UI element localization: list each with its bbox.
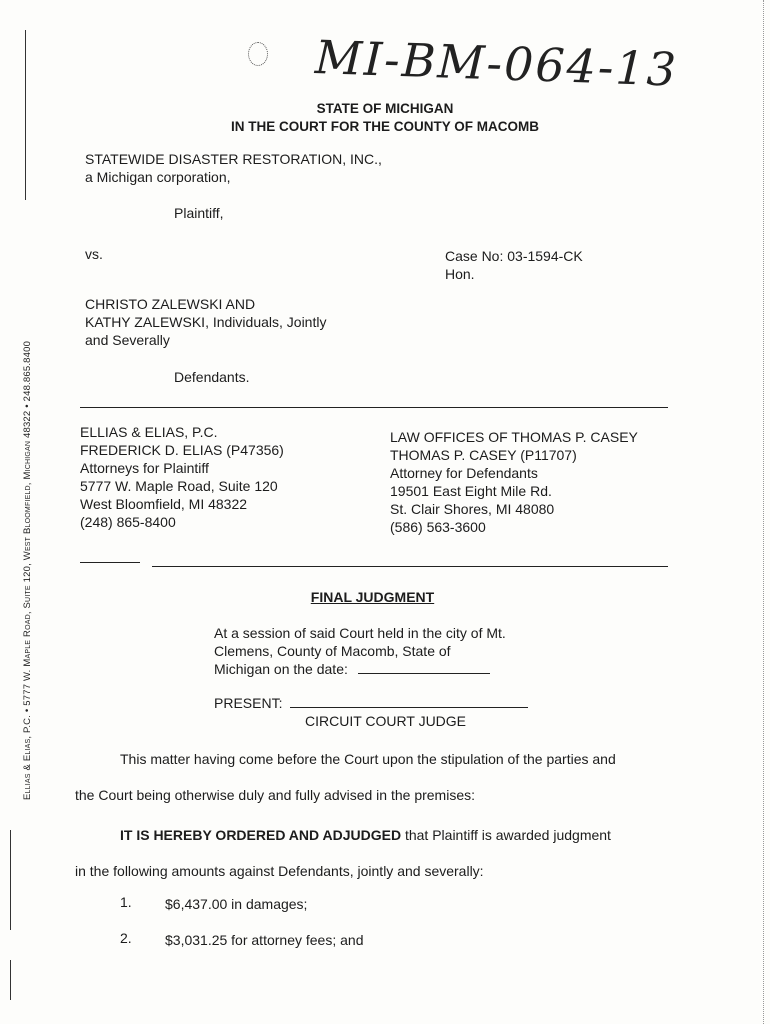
counsel-plaintiff-line: FREDERICK D. ELIAS (P47356) xyxy=(80,442,284,458)
counsel-plaintiff-block xyxy=(80,423,284,531)
item-text: $6,437.00 in damages; xyxy=(165,896,308,912)
defendant-role: Defendants. xyxy=(174,369,250,385)
divider-bottom-left xyxy=(80,562,140,563)
present-line xyxy=(214,694,528,712)
left-margin-line-bottom xyxy=(10,830,11,930)
divider-bottom-right xyxy=(152,566,668,567)
left-margin-line-end xyxy=(10,960,11,1000)
item-number: 2. xyxy=(120,930,132,946)
defendant-line-1: CHRISTO ZALEWSKI AND xyxy=(85,296,256,312)
heading-court: IN THE COURT FOR THE COUNTY OF MACOMB xyxy=(231,119,539,134)
order-phrase: IT IS HEREBY ORDERED AND ADJUDGED xyxy=(120,827,402,843)
case-number: Case No: 03-1594-CK xyxy=(445,248,583,264)
item-number: 1. xyxy=(120,894,132,910)
counsel-defendant-block xyxy=(390,428,638,536)
counsel-defendant-line: Attorney for Defendants xyxy=(390,465,538,481)
handwritten-case-code: MI-BM-064-13 xyxy=(314,30,679,97)
body-para-1-line-2: the Court being otherwise duly and fully advised in the premises: xyxy=(75,787,475,803)
counsel-defendant-line: (586) 563-3600 xyxy=(390,519,486,535)
counsel-plaintiff-line: 5777 W. Maple Road, Suite 120 xyxy=(80,478,278,494)
counsel-defendant-line: 19501 East Eight Mile Rd. xyxy=(390,483,552,499)
body-para-1-line-1: This matter having come before the Court upon the stipulation of the parties and xyxy=(120,751,616,767)
counsel-plaintiff-line: Attorneys for Plaintiff xyxy=(80,460,209,476)
document-title: FINAL JUDGMENT xyxy=(310,589,435,605)
handwritten-stamp-mark xyxy=(248,42,268,66)
counsel-defendant-line: THOMAS P. CASEY (P11707) xyxy=(390,447,577,463)
plaintiff-role: Plaintiff, xyxy=(174,205,224,221)
item-text: $3,031.25 for attorney fees; and xyxy=(165,932,364,948)
session-line-2: Clemens, County of Macomb, State of xyxy=(214,643,451,659)
counsel-plaintiff-line: West Bloomfield, MI 48322 xyxy=(80,496,248,512)
divider-top xyxy=(80,407,668,408)
plaintiff-name: STATEWIDE DISASTER RESTORATION, INC., xyxy=(85,151,382,167)
present-label: PRESENT: xyxy=(214,695,283,711)
judge-signature-line xyxy=(290,707,528,708)
plaintiff-desc: a Michigan corporation, xyxy=(85,169,231,185)
right-margin-dots xyxy=(763,0,764,1024)
counsel-defendant-line: LAW OFFICES OF THOMAS P. CASEY xyxy=(390,429,638,445)
body-para-2-line-1 xyxy=(120,826,611,844)
order-rest: that Plaintiff is awarded judgment xyxy=(401,827,611,843)
session-line-1: At a session of said Court held in the city of Mt. xyxy=(214,625,506,641)
heading-state: STATE OF MICHIGAN xyxy=(316,101,454,116)
versus: vs. xyxy=(85,246,103,262)
case-judge: Hon. xyxy=(445,266,475,282)
defendant-line-3: and Severally xyxy=(85,332,170,348)
session-date-line xyxy=(358,673,490,674)
counsel-plaintiff-line: (248) 865-8400 xyxy=(80,514,176,530)
letterhead-sidebar: Ellias & Elias, P.C. • 5777 W. Maple Road, Suite 120, West Bloomfield, Michigan 48322 • 248.865.8400 xyxy=(22,340,33,800)
body-para-2-line-2: in the following amounts against Defendants, jointly and severally: xyxy=(75,863,484,879)
judge-title: CIRCUIT COURT JUDGE xyxy=(305,713,467,729)
session-line-3 xyxy=(214,660,490,678)
session-date-label: Michigan on the date: xyxy=(214,661,348,677)
counsel-plaintiff-line: ELLIAS & ELIAS, P.C. xyxy=(80,424,218,440)
defendant-line-2: KATHY ZALEWSKI, Individuals, Jointly xyxy=(85,314,327,330)
counsel-defendant-line: St. Clair Shores, MI 48080 xyxy=(390,501,555,517)
